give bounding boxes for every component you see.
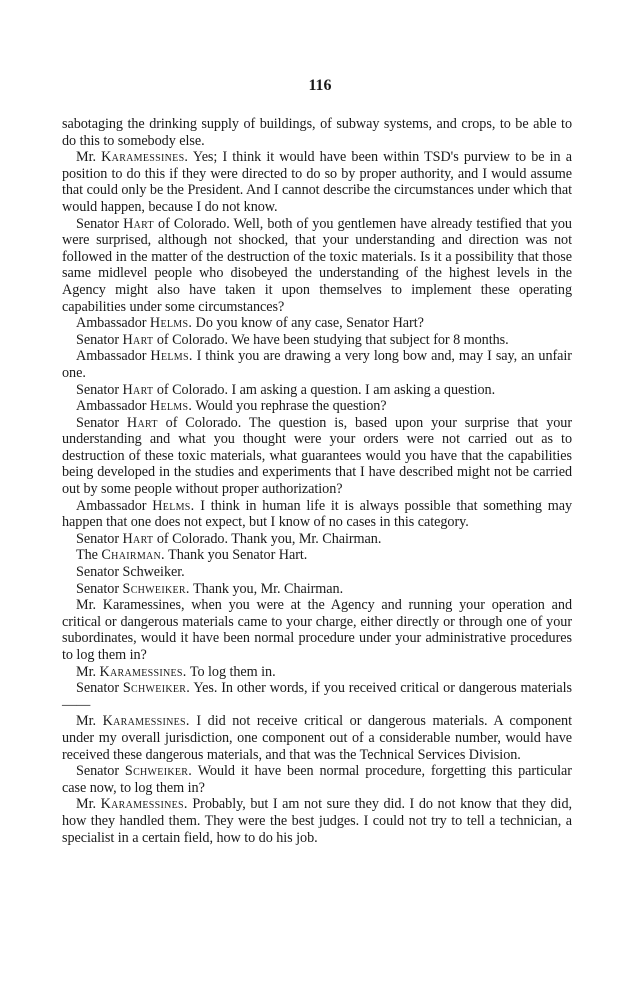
paragraph-9: [62, 415, 572, 498]
paragraph-13: [62, 564, 572, 581]
paragraph-text: of Colorado. Thank you, Mr. Chairman.: [153, 530, 382, 547]
page-number: 116: [308, 77, 332, 94]
speaker-name: Schweiker.: [122, 580, 190, 597]
paragraph-text: Probably, but I am not sure they did. I do not know that they did, how they handled them. They were the best judges. I could not try to tell a technician, a specialist in a certain field, how to do his job.: [62, 796, 572, 846]
speaker-prefix: Senator: [76, 414, 127, 431]
paragraph-text: of Colorado. Well, both of you gentlemen have already testified that you were surprised, although not shocked, that your understanding and direction was not followed in the matter of the destruction of the toxic materials. Is it a possibility that those same midlevel people who disobeyed the understanding of the highest levels in the Agency might also have taken it upon themselves to implement these operating capabilities under some circumstances?: [62, 215, 572, 315]
paragraph-text: Would it have been normal procedure, forgetting this particular case now, to log them in?: [62, 763, 572, 796]
speaker-prefix: Senator: [76, 580, 123, 597]
paragraph-text: Thank you, Mr. Chairman.: [189, 580, 344, 597]
speaker-prefix: Ambassador: [76, 398, 150, 415]
speaker-name: Hart: [123, 215, 154, 232]
speaker-name: Schweiker.: [124, 763, 193, 780]
speaker-name: Helms.: [149, 398, 193, 415]
paragraph-10: [62, 498, 572, 531]
paragraph-text: Thank you Senator Hart.: [164, 547, 308, 564]
paragraph-text: Do you know of any case, Senator Hart?: [192, 315, 424, 332]
paragraph-8: [62, 398, 572, 415]
paragraph-text: I think in human life it is always possible that something may happen that one does not expect, but I know of no cases in this category.: [62, 497, 573, 531]
speaker-name: Hart: [126, 414, 158, 431]
speaker-prefix: Senator: [76, 680, 123, 697]
paragraph-text: Mr. Karamessines, when you were at the Agency and running your operation and critical or dangerous materials came to your charge, either directly or through one of your subordinates, would it have been normal procedure under your administrative procedures to log them in?: [62, 597, 572, 663]
paragraph-15: [62, 597, 572, 663]
paragraph-19: [62, 763, 572, 796]
paragraph-text: of Colorado. The question is, based upon your surprise that your understanding and what you thought were your orders were not carried out as to destruction of these toxic materials, what guarantees would you have that the capabilities being developed in the studies and experiments that I have described might not be carried out by some people without proper authorization?: [62, 414, 572, 498]
speaker-name: Karamessines.: [100, 796, 188, 813]
speaker-name: Hart: [122, 331, 154, 348]
speaker-prefix: Ambassador: [76, 315, 150, 332]
speaker-prefix: Senator: [76, 331, 123, 348]
paragraph-11: [62, 531, 572, 548]
speaker-name: Hart: [122, 381, 154, 398]
speaker-prefix: The: [76, 547, 102, 564]
paragraph-text: sabotaging the drinking supply of buildings, of subway systems, and crops, to be able to do this to somebody else.: [62, 116, 572, 149]
paragraph-text: I did not receive critical or dangerous materials. A component under my overall jurisdiction, one component out of a considerable number, would have received these dangerous materials, and that was the Technical Services Division.: [62, 713, 572, 763]
paragraph-text: To log them in.: [186, 663, 276, 680]
speaker-name: Karamessines.: [102, 713, 190, 730]
speaker-prefix: Senator: [76, 381, 123, 398]
paragraph-text: I think you are drawing a very long bow and, may I say, an unfair one.: [62, 348, 572, 381]
paragraph-text: Yes; I think it would have been within TSD's purview to be in a position to do this if they were directed to do so by proper authority, and I would assume that could only be the President. And I cannot describe the circumstances under which that would happen, because I do not know.: [62, 149, 573, 215]
paragraph-3: [62, 216, 572, 316]
paragraph-6: [62, 348, 572, 381]
speaker-prefix: Senator: [76, 215, 124, 232]
speaker-prefix: Mr.: [76, 663, 100, 680]
paragraph-5: [62, 332, 572, 349]
speaker-name: Helms.: [152, 497, 195, 514]
speaker-prefix: Ambassador: [76, 348, 151, 365]
speaker-name: Karamessines.: [101, 149, 189, 166]
paragraph-text: Would you rephrase the question?: [192, 398, 387, 415]
paragraph-17: [62, 680, 572, 713]
speaker-prefix: Senator: [76, 763, 125, 780]
paragraph-4: [62, 315, 572, 332]
speaker-name: Chairman.: [101, 547, 165, 564]
speaker-prefix: Senator: [76, 530, 123, 547]
speaker-prefix: Mr.: [76, 713, 103, 730]
speaker-name: Karamessines.: [99, 663, 187, 680]
paragraph-12: [62, 547, 572, 564]
paragraph-18: [62, 713, 572, 763]
speaker-prefix: Mr.: [76, 149, 102, 166]
transcript-body: [62, 116, 572, 846]
paragraph-14: [62, 581, 572, 598]
speaker-prefix: Mr.: [76, 796, 101, 813]
paragraph-text: of Colorado. I am asking a question. I am asking a question.: [153, 381, 496, 398]
paragraph-20: [62, 796, 572, 846]
speaker-name: Helms.: [149, 315, 193, 332]
speaker-name: Schweiker.: [122, 680, 191, 697]
speaker-name: Helms.: [150, 348, 193, 365]
paragraph-text: Senator Schweiker.: [76, 564, 185, 581]
paragraph-text: Yes. In other words, if you received critical or dangerous materials——: [62, 680, 572, 713]
speaker-prefix: Ambassador: [76, 497, 153, 514]
speaker-name: Hart: [122, 530, 154, 547]
paragraph-2: [62, 149, 572, 215]
paragraph-16: [62, 664, 572, 681]
paragraph-7: [62, 382, 572, 399]
paragraph-text: of Colorado. We have been studying that subject for 8 months.: [153, 331, 509, 348]
paragraph-1: [62, 116, 572, 149]
